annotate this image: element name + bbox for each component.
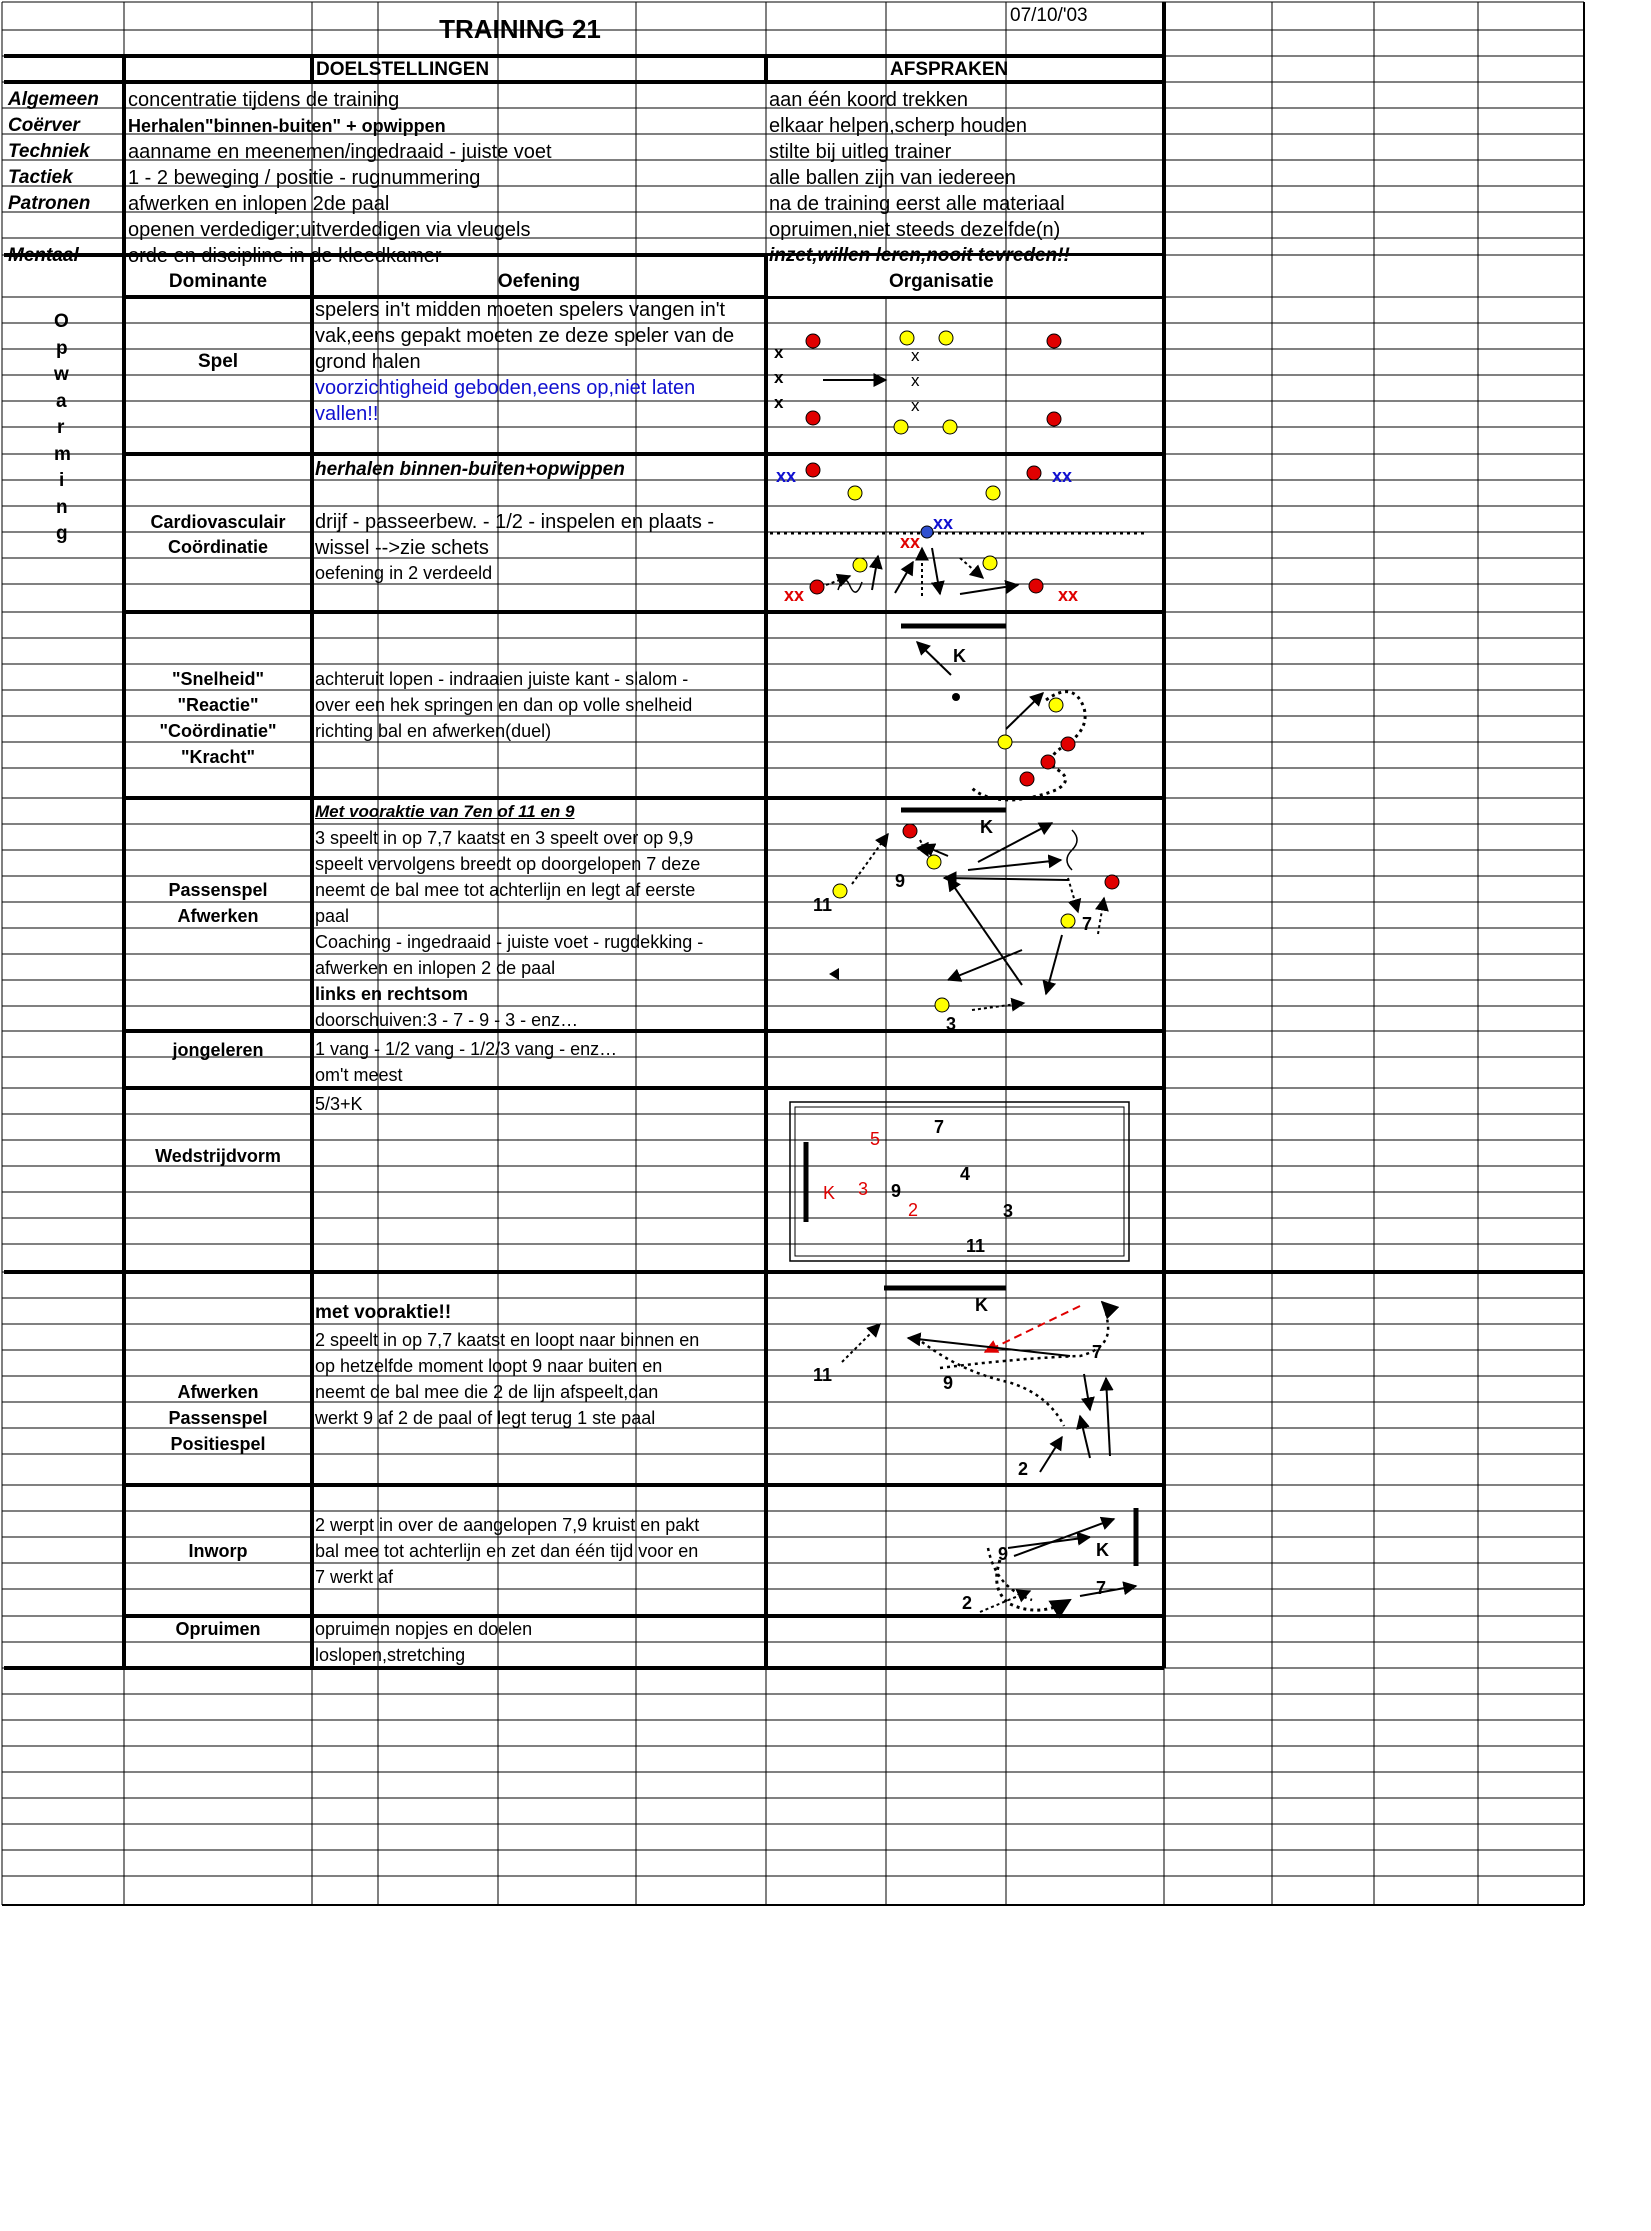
player-number: 2 bbox=[908, 1200, 919, 1220]
yellow-dot bbox=[1061, 914, 1075, 928]
yellow-dot bbox=[998, 735, 1012, 749]
red-arrow bbox=[985, 1306, 1080, 1352]
objective-agreement: inzet,willen leren,nooit tevreden!! bbox=[769, 245, 1070, 266]
arrow bbox=[944, 878, 1068, 880]
player-number: 7 bbox=[1096, 1578, 1107, 1598]
exercise-line-bold: links en rechtsom bbox=[315, 984, 469, 1004]
warmup-letter: m bbox=[54, 444, 71, 465]
exercise-line: oefening in 2 verdeeld bbox=[315, 563, 493, 583]
red-dot bbox=[1029, 579, 1043, 593]
player-pair: xx bbox=[900, 532, 921, 552]
arrow bbox=[960, 558, 983, 578]
dominant-label: Cardiovasculair bbox=[150, 512, 286, 532]
exercise-line: 3 speelt in op 7,7 kaatst en 3 speelt over op 9,9 bbox=[315, 828, 694, 848]
player-number: 2 bbox=[962, 1593, 973, 1613]
red-dot bbox=[810, 580, 824, 594]
player-marker: x bbox=[774, 343, 784, 362]
dribble-path bbox=[1067, 830, 1077, 870]
red-dot bbox=[1020, 772, 1034, 786]
dominant-label: Inworp bbox=[188, 1541, 248, 1561]
player-number: 11 bbox=[813, 895, 833, 915]
yellow-dot bbox=[943, 420, 957, 434]
objective-agreement: na de training eerst alle materiaal bbox=[769, 193, 1065, 215]
exercise-line: neemt de bal mee tot achterlijn en legt af eerste bbox=[315, 880, 696, 900]
objective-agreement: alle ballen zijn van iedereen bbox=[769, 167, 1016, 189]
objective-label: Coërver bbox=[8, 115, 80, 136]
player-number: 3 bbox=[946, 1014, 957, 1034]
player-marker: x bbox=[774, 393, 784, 412]
diagram-cardio bbox=[770, 463, 1146, 596]
col-header-exercise: Oefening bbox=[497, 271, 581, 292]
objective-goal: aanname en meenemen/ingedraaid - juiste voet bbox=[128, 141, 552, 163]
warmup-letter: g bbox=[56, 523, 68, 544]
exercise-line-warning: voorzichtigheid geboden,eens op,niet laten bbox=[315, 377, 696, 399]
arrow bbox=[948, 950, 1022, 980]
exercise-line: grond halen bbox=[315, 351, 421, 373]
exercise-line: drijf - passeerbew. - 1/2 - inspelen en plaats - bbox=[315, 511, 715, 533]
exercise-line: opruimen nopjes en doelen bbox=[315, 1619, 533, 1639]
arrow bbox=[872, 556, 878, 590]
player-number: 9 bbox=[943, 1373, 954, 1393]
objective-goal: 1 - 2 beweging / positie - rugnummering bbox=[128, 167, 481, 189]
objective-agreement: stilte bij uitleg trainer bbox=[769, 141, 952, 163]
diagram-passenspel bbox=[829, 810, 1119, 1012]
objective-goal: openen verdediger;uitverdedigen via vleugels bbox=[128, 219, 531, 241]
dominant-label: Passenspel bbox=[168, 1408, 268, 1428]
dominant-label: "Kracht" bbox=[180, 747, 256, 767]
yellow-dot bbox=[935, 998, 949, 1012]
player-pair: xx bbox=[1058, 585, 1079, 605]
yellow-dot bbox=[894, 420, 908, 434]
red-dot bbox=[1047, 412, 1061, 426]
diagram-spel bbox=[806, 331, 1061, 434]
player-marker: x bbox=[774, 368, 784, 387]
arrow bbox=[908, 1338, 1070, 1356]
objective-agreement: opruimen,niet steeds dezelfde(n) bbox=[769, 219, 1061, 241]
player-number: 9 bbox=[891, 1181, 902, 1201]
exercise-line: bal mee tot achterlijn en zet dan één tijd voor en bbox=[315, 1541, 699, 1561]
player-pair: xx bbox=[776, 466, 797, 486]
player-number: 3 bbox=[1003, 1201, 1014, 1221]
warmup-letter: n bbox=[56, 497, 68, 518]
objective-goal: Herhalen"binnen-buiten" + opwippen bbox=[128, 116, 446, 136]
exercise-line: afwerken en inlopen 2 de paal bbox=[315, 958, 556, 978]
arrow bbox=[1098, 898, 1104, 934]
diagram-afwerken bbox=[842, 1288, 1110, 1472]
exercise-line: paal bbox=[315, 906, 350, 926]
dominant-label: "Snelheid" bbox=[171, 669, 265, 689]
objective-goal: concentratie tijdens de training bbox=[128, 89, 400, 111]
red-dot bbox=[903, 824, 917, 838]
red-dot bbox=[806, 334, 820, 348]
exercise-line: loslopen,stretching bbox=[315, 1645, 466, 1665]
arrow bbox=[1106, 1378, 1110, 1456]
player-marker: x bbox=[911, 371, 920, 390]
exercise-line: achteruit lopen - indraaien juiste kant - slalom - bbox=[315, 669, 689, 689]
objective-label: Tactiek bbox=[8, 167, 73, 188]
warmup-letter: p bbox=[56, 338, 68, 359]
dominant-label: Coördinatie bbox=[167, 537, 268, 557]
dominant-label: Positiespel bbox=[170, 1434, 266, 1454]
player-marker: x bbox=[911, 396, 920, 415]
yellow-dot bbox=[927, 855, 941, 869]
exercise-line: 5/3+K bbox=[315, 1094, 363, 1114]
dominant-label: Wedstrijdvorm bbox=[155, 1146, 281, 1166]
arrow bbox=[948, 878, 1022, 985]
player-pair: xx bbox=[933, 513, 954, 533]
arrow bbox=[842, 1324, 880, 1362]
exercise-heading: herhalen binnen-buiten+opwippen bbox=[315, 459, 625, 480]
player-number: 7 bbox=[934, 1117, 945, 1137]
red-dot bbox=[1027, 466, 1041, 480]
dominant-label: "Coördinatie" bbox=[159, 721, 277, 741]
col-header-dominant: Dominante bbox=[168, 271, 268, 292]
player-number: 9 bbox=[998, 1544, 1009, 1564]
exercise-line: richting bal en afwerken(duel) bbox=[315, 721, 552, 741]
yellow-dot bbox=[939, 331, 953, 345]
player-number: 5 bbox=[870, 1129, 881, 1149]
exercise-line: vak,eens gepakt moeten ze deze speler van de bbox=[315, 325, 735, 347]
red-dot bbox=[1041, 755, 1055, 769]
keeper-label: K bbox=[823, 1183, 836, 1203]
player-number: 7 bbox=[1092, 1342, 1103, 1362]
arrow bbox=[1006, 693, 1043, 729]
yellow-dot bbox=[983, 556, 997, 570]
arrow bbox=[917, 642, 951, 675]
yellow-dot bbox=[1049, 698, 1063, 712]
agreements-header: AFSPRAKEN bbox=[890, 59, 1009, 80]
player-pair: xx bbox=[784, 585, 805, 605]
red-dot bbox=[806, 411, 820, 425]
exercise-line: om't meest bbox=[315, 1065, 403, 1085]
player-number: 4 bbox=[960, 1164, 971, 1184]
warmup-letter: w bbox=[54, 364, 69, 385]
objective-label: Mentaal bbox=[8, 245, 79, 266]
player-number: 7 bbox=[1082, 914, 1093, 934]
curved-dotted-run bbox=[940, 1302, 1108, 1368]
dominant-label: jongeleren bbox=[172, 1040, 264, 1060]
arrow bbox=[932, 548, 940, 594]
small-arrowhead bbox=[829, 968, 839, 980]
goals-header: DOELSTELLINGEN bbox=[316, 59, 490, 80]
arrow bbox=[1040, 1437, 1062, 1472]
dominant-label: Afwerken bbox=[177, 906, 259, 926]
exercise-line: speelt vervolgens breedt op doorgelopen 7 deze bbox=[315, 854, 701, 874]
objective-goal: orde en discipline in de kleedkamer bbox=[128, 245, 442, 267]
diagram-snelheid bbox=[901, 626, 1085, 800]
exercise-heading: Met vooraktie van 7en of 11 en 9 bbox=[315, 802, 575, 821]
objective-goal: afwerken en inlopen 2de paal bbox=[128, 193, 390, 215]
player-number: 11 bbox=[966, 1236, 986, 1256]
arrow bbox=[1084, 1374, 1090, 1410]
objective-agreement: elkaar helpen,scherp houden bbox=[769, 115, 1027, 137]
yellow-dot bbox=[853, 558, 867, 572]
objective-label: Patronen bbox=[8, 193, 91, 214]
red-dot bbox=[1047, 334, 1061, 348]
blue-dot bbox=[921, 526, 933, 538]
exercise-line: 2 werpt in over de aangelopen 7,9 kruist en pakt bbox=[315, 1515, 700, 1535]
arrow bbox=[1080, 1416, 1090, 1458]
arrow bbox=[895, 562, 913, 593]
warmup-letter: i bbox=[59, 470, 65, 491]
exercise-line-warning: vallen!! bbox=[315, 403, 379, 425]
yellow-dot bbox=[833, 884, 847, 898]
keeper-label: K bbox=[1096, 1540, 1109, 1560]
arrow bbox=[1046, 935, 1062, 994]
exercise-line: wissel -->zie schets bbox=[315, 537, 489, 559]
player-number: 2 bbox=[1018, 1459, 1029, 1479]
warmup-letter: r bbox=[57, 417, 65, 438]
exercise-line: 7 werkt af bbox=[315, 1567, 394, 1587]
player-marker: x bbox=[911, 346, 920, 365]
exercise-line: Coaching - ingedraaid - juiste voet - rugdekking - bbox=[315, 932, 704, 952]
dribble-path bbox=[838, 580, 862, 592]
arrow bbox=[1008, 1537, 1090, 1548]
exercise-line: 2 speelt in op 7,7 kaatst en loopt naar binnen en bbox=[315, 1330, 700, 1350]
player-pair: xx bbox=[1052, 466, 1073, 486]
dominant-label: Afwerken bbox=[177, 1382, 259, 1402]
arrow bbox=[1080, 1586, 1136, 1596]
arrow bbox=[960, 585, 1018, 594]
dominant-label: Passenspel bbox=[168, 880, 268, 900]
col-header-organisation: Organisatie bbox=[889, 271, 994, 292]
keeper-label: K bbox=[980, 817, 993, 837]
player-number: 9 bbox=[895, 871, 906, 891]
exercise-line: op hetzelfde moment loopt 9 naar buiten en bbox=[315, 1356, 663, 1376]
player-number: 11 bbox=[813, 1365, 833, 1385]
dominant-label: Opruimen bbox=[175, 1619, 261, 1639]
exercise-line: spelers in't midden moeten spelers vangen in't bbox=[315, 299, 726, 321]
objective-label: Techniek bbox=[8, 141, 90, 162]
exercise-line: werkt 9 af 2 de paal of legt terug 1 ste paal bbox=[315, 1408, 656, 1428]
arrow bbox=[1068, 878, 1078, 912]
warmup-letter: O bbox=[54, 311, 69, 332]
arrow bbox=[972, 1003, 1024, 1010]
yellow-dot bbox=[900, 331, 914, 345]
red-dot bbox=[1061, 737, 1075, 751]
warmup-letter: a bbox=[56, 391, 67, 412]
exercise-line: over een hek springen en dan op volle snelheid bbox=[315, 695, 693, 715]
objective-label: Algemeen bbox=[8, 89, 99, 110]
dominant-label: "Reactie" bbox=[177, 695, 259, 715]
date: 07/10/'03 bbox=[1010, 5, 1088, 26]
yellow-dot bbox=[848, 486, 862, 500]
dominant-label: Spel bbox=[197, 351, 239, 372]
exercise-line: doorschuiven:3 - 7 - 9 - 3 - enz… bbox=[315, 1010, 579, 1030]
arrow bbox=[968, 860, 1061, 870]
red-dot bbox=[806, 463, 820, 477]
yellow-dot bbox=[986, 486, 1000, 500]
ball bbox=[952, 693, 960, 701]
keeper-label: K bbox=[975, 1295, 988, 1315]
exercise-heading: met vooraktie!! bbox=[315, 1302, 452, 1323]
red-dot bbox=[1105, 875, 1119, 889]
exercise-line: 1 vang - 1/2 vang - 1/2/3 vang - enz… bbox=[315, 1039, 618, 1059]
arrow bbox=[852, 834, 888, 884]
player-number: 3 bbox=[858, 1179, 869, 1199]
exercise-line: neemt de bal mee die 2 de lijn afspeelt,dan bbox=[315, 1382, 659, 1402]
keeper-label: K bbox=[953, 646, 966, 666]
page-title: TRAINING 21 bbox=[439, 14, 601, 44]
objective-agreement: aan één koord trekken bbox=[769, 89, 969, 111]
